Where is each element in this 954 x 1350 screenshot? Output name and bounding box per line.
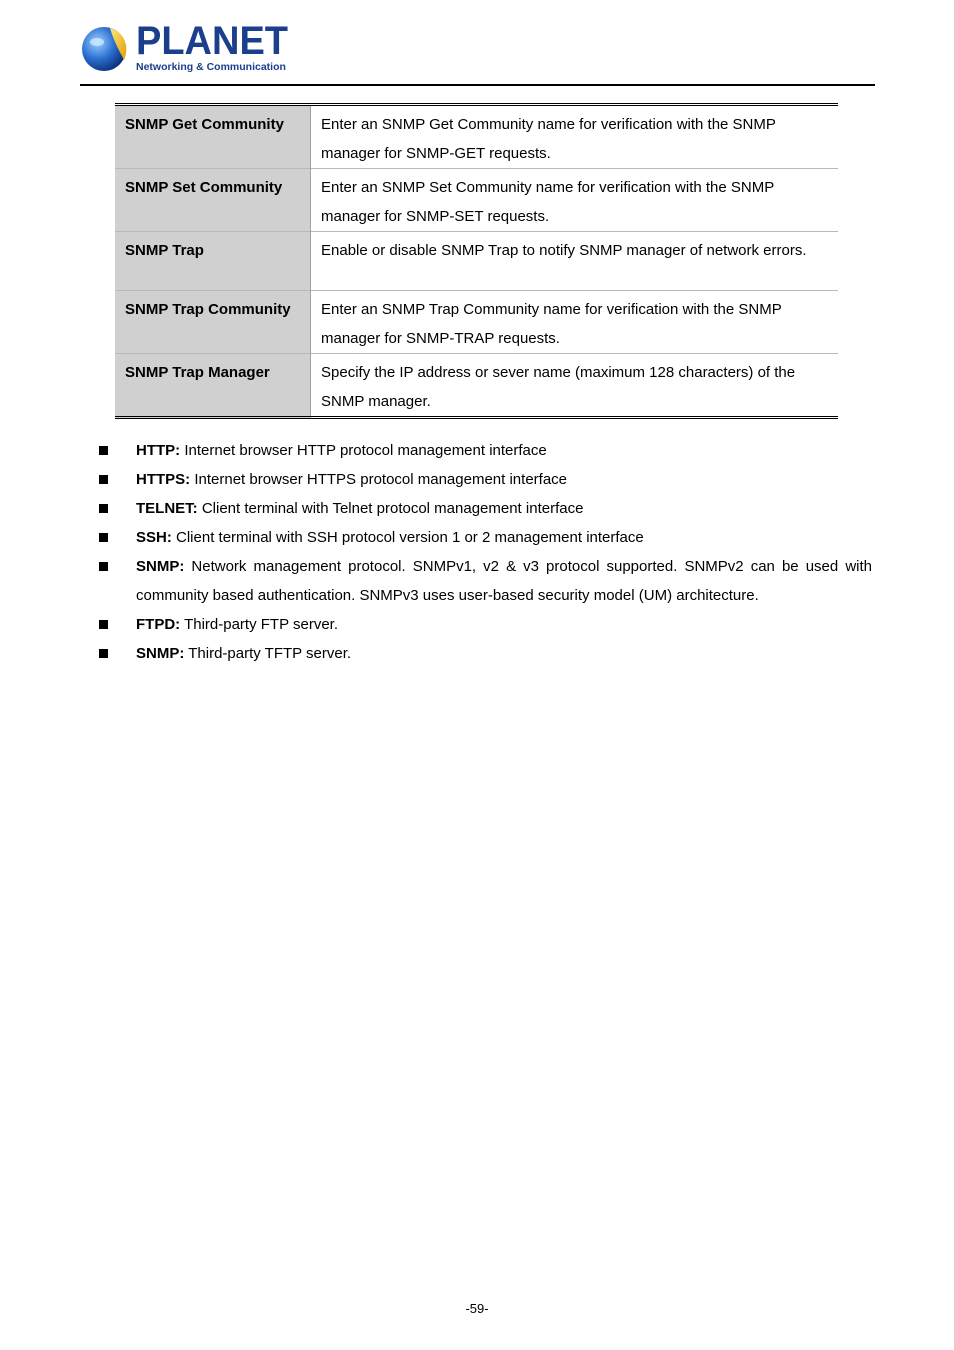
param-name: SNMP Trap Community [115,291,311,354]
service-term: SSH: [136,529,172,546]
page-number: -59- [465,1301,489,1316]
table-row [115,354,838,418]
brand-name: PLANET [136,19,288,63]
table-row [115,232,838,291]
service-term: HTTPS: [136,471,191,488]
list-item [96,639,872,668]
param-name: SNMP Trap Manager [115,354,311,418]
page-header [80,20,875,86]
service-term: HTTP: [136,442,181,459]
service-term: SNMP: [136,645,185,662]
planet-logo [80,19,296,74]
service-term: TELNET: [136,500,198,517]
snmp-parameters-table [115,103,838,419]
param-name: SNMP Set Community [115,169,311,232]
service-description: Client terminal with Telnet protocol management interface [197,500,584,517]
square-bullet-icon [99,649,108,658]
service-description: Network management protocol. SNMPv1, v2 & v3 protocol supported. SNMPv2 can be used with community based authentication. SNMPv3 uses user-based security model (UM) architecture. [136,558,872,604]
service-description: Third-party TFTP server. [184,645,352,662]
param-description: Enter an SNMP Get Community name for verification with the SNMP manager for SNMP-GET requests. [311,105,839,169]
list-item [96,610,872,639]
square-bullet-icon [99,533,108,542]
square-bullet-icon [99,504,108,513]
brand-tagline: Networking & Communication [136,61,286,73]
square-bullet-icon [99,446,108,455]
service-term: FTPD: [136,616,181,633]
service-description: Third-party FTP server. [180,616,338,633]
service-description: Internet browser HTTPS protocol management interface [190,471,568,488]
param-name: SNMP Get Community [115,105,311,169]
service-description: Client terminal with SSH protocol version 1 or 2 management interface [171,529,644,546]
param-description: Specify the IP address or sever name (maximum 128 characters) of the SNMP manager. [311,354,839,418]
param-description: Enable or disable SNMP Trap to notify SNMP manager of network errors. [311,232,839,291]
service-term: SNMP: [136,558,185,575]
globe-icon [80,22,132,74]
service-description: Internet browser HTTP protocol management interface [180,442,547,459]
square-bullet-icon [99,562,108,571]
list-item [96,494,872,523]
list-item [96,436,872,465]
list-item [96,552,872,610]
param-description: Enter an SNMP Set Community name for verification with the SNMP manager for SNMP-SET requests. [311,169,839,232]
table-row [115,105,838,169]
services-list [96,436,872,668]
param-description: Enter an SNMP Trap Community name for verification with the SNMP manager for SNMP-TRAP requests. [311,291,839,354]
param-name: SNMP Trap [115,232,311,291]
list-item [96,523,872,552]
table-row [115,291,838,354]
list-item [96,465,872,494]
square-bullet-icon [99,475,108,484]
table-row [115,169,838,232]
square-bullet-icon [99,620,108,629]
